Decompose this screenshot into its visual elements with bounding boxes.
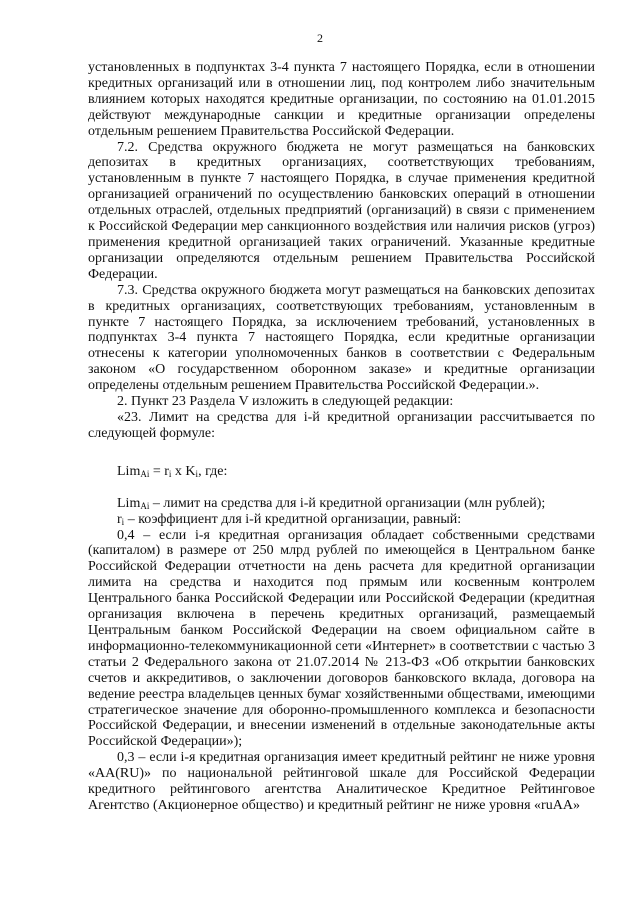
formula-r-subscript: i bbox=[168, 468, 172, 479]
formula-equals: = r bbox=[149, 463, 169, 479]
definition-r-text: – коэффициент для i-й кредитной организации, равный: bbox=[124, 511, 462, 527]
formula-tail: , где: bbox=[198, 463, 228, 479]
paragraph-coefficient-0-4: 0,4 – если i-я кредитная организация обладает собственными средствами (капиталом) в размере от 250 млрд рублей по имеющейся в Центральном банке Российской Федерации отчетности на день расчета для кредитной организации лимита на средства и находится под прямым или косвенным контролем Центрального банка Российской Федерации или Российской Федерации (кредитная организация включена в перечень кредитных организаций, размещаемый Центральным банком Российской Федерации на своем официальном сайте в информационно-телекоммуникационной сети «Интернет» в соответствии с частью 3 статьи 2 Федерального закона от 21.07.2014 № 213-ФЗ «Об открытии банковских счетов и аккредитивов, о заключении договоров банковского вклада, договора на ведение реестра владельцев ценных бумаг хозяйственными обществами, имеющими стратегическое значение для оборонно-промышленного комплекса и безопасности Российской Федерации, и внесении изменений в отдельные законодательные акты Российской Федерации»); bbox=[88, 527, 595, 750]
formula-times: x K bbox=[171, 463, 196, 479]
page-number: 2 bbox=[317, 31, 323, 45]
paragraph-item-2: 2. Пункт 23 Раздела V изложить в следующей редакции: bbox=[117, 394, 454, 410]
paragraph-23-intro: «23. Лимит на средства для i-й кредитной организации рассчитывается по следующей формуле: bbox=[88, 409, 595, 441]
formula-lim: Lim bbox=[117, 463, 141, 479]
definition-r-subscript: i bbox=[121, 516, 125, 527]
definition-lim bbox=[88, 496, 595, 512]
paragraph-coefficient-0-3: 0,3 – если i-я кредитная организация имеет кредитный рейтинг не ниже уровня «AA(RU)» по национальной рейтинговой шкале для Российской Федерации кредитного рейтингового агентства Аналитическое Кредитное Рейтинговое Агентство (Акционерное общество) и кредитный рейтинг не ниже уровня «ruAA» bbox=[88, 750, 595, 813]
definition-r-label: r bbox=[117, 511, 122, 527]
definition-r bbox=[88, 512, 595, 528]
paragraph-7-2: 7.2. Средства окружного бюджета не могут размещаться на банковских депозитах в кредитных организациях, соответствующих требованиям, установленным в пункте 7 настоящего Порядка, в случае применения кредитной организацией ограничений по осуществлению банковских операций в отношении отдельных отраслей, отдельных предприятий (организаций) в связи с применением к Российской Федерации мер санкционного воздействия или наличия рисков (угроз) применения кредитной организацией таких ограничений. Указанные кредитные организации определяются отдельным решением Правительства Российской Федерации. bbox=[88, 139, 595, 282]
paragraph-continuation: установленных в подпунктах 3-4 пункта 7 настоящего Порядка, если в отношении кредитных организаций или в отношении лиц, под контролем либо значительным влиянием которых находятся кредитные организации, по состоянию на 01.01.2015 действуют международные санкции и кредитные организации определены отдельным решением Правительства Российской Федерации. bbox=[88, 60, 595, 139]
formula-lim-subscript: Ai bbox=[140, 468, 150, 479]
limit-formula bbox=[88, 464, 595, 480]
document-body bbox=[88, 60, 595, 814]
definition-lim-label: Lim bbox=[117, 495, 141, 511]
formula-k-subscript: i bbox=[195, 468, 199, 479]
paragraph-7-3: 7.3. Средства окружного бюджета могут размещаться на банковских депозитах в кредитных организациях, соответствующих требованиям, установленным в пункте 7 настоящего Порядка, за исключением требований, установленных в подпунктах 3-4 пункта 7 настоящего Порядка, если кредитные организации отнесены к категории уполномоченных банков в соответствии с Федеральным законом «О государственном оборонном заказе» и кредитные организации определены отдельным решением Правительства Российской Федерации.». bbox=[88, 282, 595, 394]
definition-lim-subscript: Ai bbox=[140, 500, 150, 511]
definition-lim-text: – лимит на средства для i-й кредитной организации (млн рублей); bbox=[149, 495, 546, 511]
